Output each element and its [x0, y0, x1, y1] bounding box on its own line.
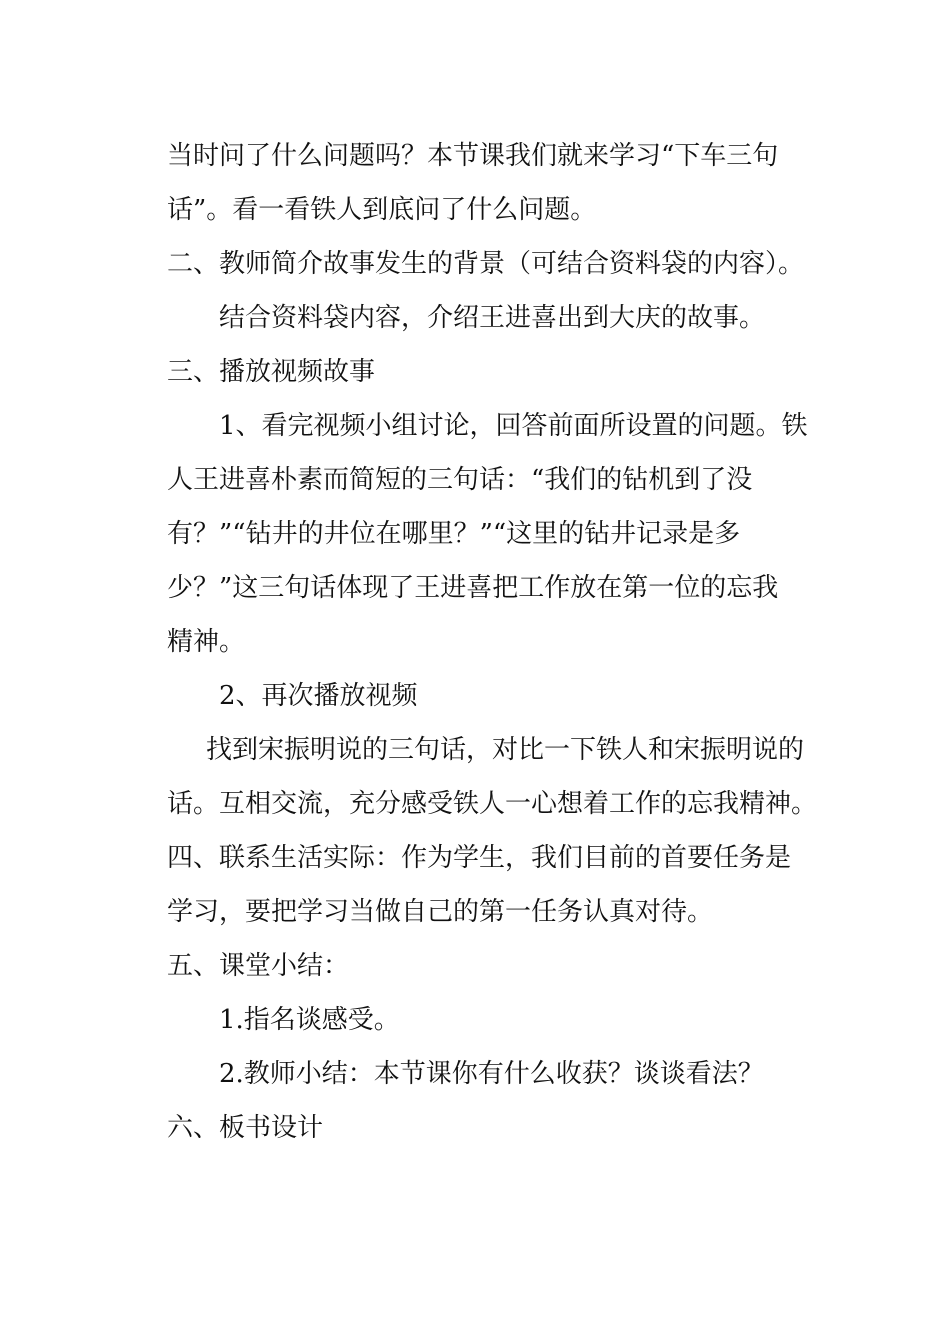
text-line-11: 2、再次播放视频: [219, 681, 418, 711]
section-heading-6: 六、板书设计: [167, 1113, 324, 1143]
text-line-7: 人王进喜朴素而简短的三句话：“我们的钻机到了没: [167, 465, 753, 495]
text-line-12: 找到宋振明说的三句话，对比一下铁人和宋振明说的: [206, 735, 805, 765]
text-line-10: 精神。: [167, 627, 246, 657]
text-line-4: 结合资料袋内容，介绍王进喜出到大庆的故事。: [219, 303, 766, 333]
text-line-8: 有？”“钻井的井位在哪里？”“这里的钻井记录是多: [167, 519, 741, 549]
section-heading-5: 五、课堂小结：: [167, 951, 350, 981]
text-line-13: 话。互相交流，充分感受铁人一心想着工作的忘我精神。: [167, 789, 818, 819]
text-line-18: 2.教师小结：本节课你有什么收获？谈谈看法？: [219, 1059, 764, 1089]
text-line-6: 1、看完视频小组讨论，回答前面所设置的问题。铁: [219, 411, 808, 441]
section-heading-4: 四、联系生活实际：作为学生，我们目前的首要任务是: [167, 843, 792, 873]
text-line-2: 话”。看一看铁人到底问了什么问题。: [167, 195, 597, 225]
section-heading-3: 三、播放视频故事: [167, 357, 376, 387]
text-line-17: 1.指名谈感受。: [219, 1005, 400, 1035]
text-line-1: 当时问了什么问题吗？本节课我们就来学习“下车三句: [167, 141, 779, 171]
text-line-9: 少？”这三句话体现了王进喜把工作放在第一位的忘我: [167, 573, 779, 603]
text-line-15: 学习，要把学习当做自己的第一任务认真对待。: [167, 897, 714, 927]
section-heading-2: 二、教师简介故事发生的背景（可结合资料袋的内容）。: [167, 249, 805, 279]
